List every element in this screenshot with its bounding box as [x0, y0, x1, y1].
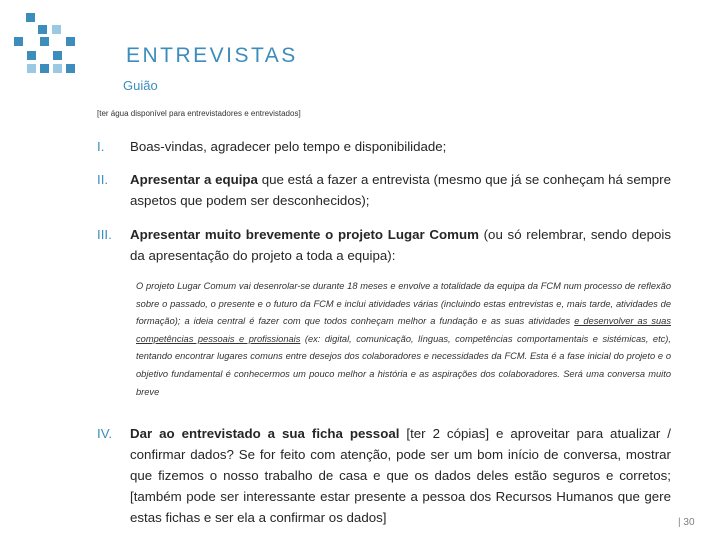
list-item-number: II. — [97, 172, 109, 187]
list-item-text: Boas-vindas, agradecer pelo tempo e disponibilidade; — [130, 139, 447, 154]
list-item-number: IV. — [97, 426, 113, 441]
list-item-1 — [97, 136, 671, 157]
list-item-3 — [97, 224, 671, 266]
project-text-start: O projeto Lugar Comum vai desenrolar-se durante 18 meses e envolve a totalidade da equipa da FCM num processo de reflexão sobre o passado, o presente e o futuro da FCM e inclui atividades várias (incluindo estas entrevistas e, mais tarde, atividades de formação); a ideia central é fazer com que todos conheçam melhor a fundação e as suas atividades — [136, 281, 671, 327]
list-item-number: III. — [97, 227, 112, 242]
list-item-4 — [97, 423, 671, 528]
list-item-bold: Apresentar a equipa — [130, 172, 258, 187]
page-title: ENTREVISTAS — [126, 44, 298, 67]
logo-icon — [0, 0, 100, 90]
project-text-underlined: e desenvolver as suas competências pessoais e profissionais — [136, 316, 671, 344]
page-number: | 30 — [678, 517, 695, 528]
list-item-bold: Apresentar muito brevemente o projeto Lugar Comum — [130, 227, 479, 242]
page-subtitle: Guião — [123, 78, 158, 93]
project-text-end: (ex: digital, comunicação, línguas, competências comportamentais e sistémicas, etc), tentando encontrar lugares comuns entre desejos dos colaboradores e necessidades da FCM. Esta é a fase inicial do projeto e o objetivo fundamental é conhecermos um pouco melhor a história e as aspirações dos colaboradores. Será uma conversa muito breve — [136, 333, 671, 397]
list-item-bold: Dar ao entrevistado a sua ficha pessoal — [130, 426, 400, 441]
list-item-text: que está a fazer a entrevista (mesmo que já se conheçam há sempre aspetos que podem ser desconhecidos); — [130, 172, 672, 208]
list-item-text: (ou só relembrar, sendo depois da apresentação do projeto a toda a equipa): — [130, 227, 671, 263]
list-item-text: [ter 2 cópias] e aproveitar para atualizar / confirmar dados? Se for feito com atenção, pode ser um bom início de conversa, mostrar que fizemos o nosso trabalho de casa e que os dados deles estão seguros e corretos; [também pode ser interessante estar presente a pessoa dos Recursos Humanos que gere estas fichas e ser ela a confirmar os dados] — [130, 426, 671, 525]
list-item-2 — [97, 169, 671, 211]
project-description — [136, 278, 671, 401]
list-item-number: I. — [97, 139, 105, 154]
preparation-note: [ter água disponível para entrevistadores e entrevistados] — [97, 109, 301, 118]
